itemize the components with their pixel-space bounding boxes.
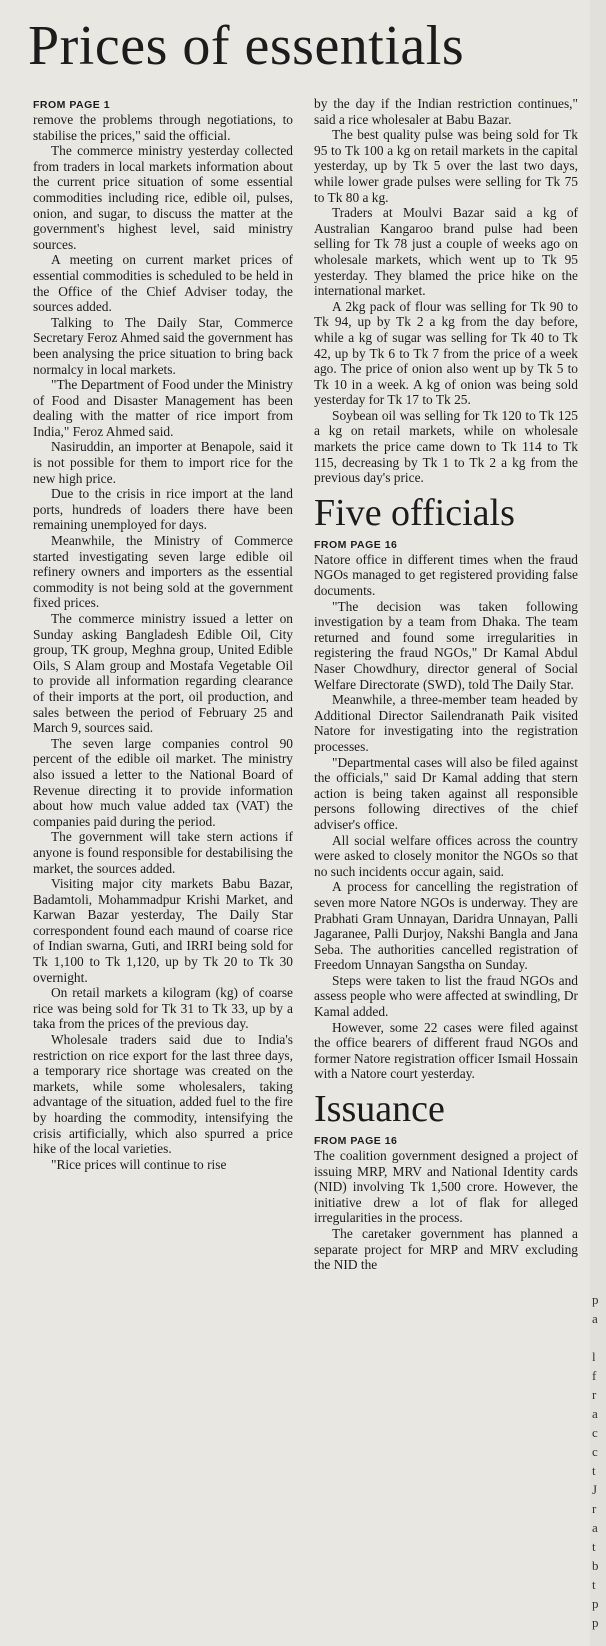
paragraph: "Rice prices will continue to rise (51, 1156, 227, 1172)
paragraph: On retail markets a kilogram (kg) of coarse rice was being sold for Tk 31 to Tk 33, up by a taka from the prices of the previous day. (33, 985, 293, 1032)
from-page-kicker: FROM PAGE 16 (314, 538, 398, 551)
paragraph: However, some 22 cases were filed against the office bearers of different fraud NGOs and former Natore registration officer Ismail Hossain with a Natore court yesterday. (314, 1019, 578, 1082)
paragraph: A meeting on current market prices of essential commodities is scheduled to be held in the Office of the Chief Adviser today, the sources added. (33, 252, 293, 315)
paragraph: Due to the crisis in rice import at the land ports, hundreds of loaders there have been remaining unemployed for days. (33, 486, 293, 533)
paragraph: A process for cancelling the registration of seven more Natore NGOs is underway. They are Prabhati Gram Unnayan, Daridra Unnayan, Palli Jagaranee, Palli Durjoy, Nakshi Bangla and Jana Seba. The authorities cancelled registration of Freedom Unnayan Sangstha on Sunday. (314, 879, 578, 973)
paragraph: All social welfare offices across the country were asked to closely monitor the NGOs so that no such incidents occur again, said. (314, 832, 578, 879)
edge-fragment: p (592, 1615, 599, 1630)
article-body-continued (314, 96, 578, 486)
paragraph: "Departmental cases will also be filed against the officials," said Dr Kamal adding that stern action is being taken against all responsible persons following directives of the chief adviser's office. (314, 754, 578, 832)
edge-fragment: c (592, 1425, 598, 1440)
issuance-body (314, 1148, 578, 1273)
paragraph: The seven large companies control 90 percent of the edible oil market. The ministry also issued a letter to the National Board of Revenue directing it to provide information about how much value added tax (VAT) the companies paid during the period. (33, 735, 293, 829)
paragraph: Nasiruddin, an importer at Benapole, said it is not possible for them to import rice for the new high price. (33, 439, 293, 486)
article-body (33, 112, 293, 1172)
five-officials-body (314, 552, 578, 1082)
paragraph: Natore office in different times when the fraud NGOs managed to get registered providing false documents. (314, 551, 578, 599)
paragraph: The commerce ministry issued a letter on Sunday asking Bangladesh Edible Oil, City group, TK group, Meghna group, United Edible Oils, S Alam group and Mostafa Vegetable Oil to provide all information regarding clearance of their imports at the port, oil production, and sales between the period of February 25 and March 9, sources said. (33, 611, 293, 736)
paragraph: Meanwhile, a three-member team headed by Additional Director Sailendranath Paik visited Natore for investigating into the registration processes. (314, 692, 578, 754)
edge-fragment: t (592, 1577, 596, 1592)
paragraph: "The Department of Food under the Ministry of Food and Disaster Management has been dealing with the matter of rice import from India," Feroz Ahmed said. (33, 377, 293, 439)
edge-fragment: a (592, 1406, 598, 1421)
paragraph: A 2kg pack of flour was selling for Tk 90 to Tk 94, up by Tk 2 a kg from the day before, while a kg of sugar was selling for Tk 40 to Tk 42, up by Tk 6 to Tk 7 from the price of a week ago. The price of onion also went up by Tk 5 to Tk 10 in a week. A kg of onion was being sold yesterday for Tk 17 to Tk 25. (314, 298, 578, 408)
adjacent-column-edge (590, 0, 606, 1646)
edge-fragment: J (592, 1482, 598, 1497)
edge-fragment: t (592, 1463, 596, 1478)
paragraph: remove the problems through negotiations, to stabilise the prices," said the official. (33, 112, 293, 143)
edge-fragment: p (592, 1292, 599, 1307)
edge-fragment: t (592, 1539, 596, 1554)
paragraph: The best quality pulse was being sold for Tk 95 to Tk 100 a kg on retail markets in the capital yesterday, up by Tk 5 over the last two days, while lower grade pulses were selling for Tk 75 to Tk 80 a kg. (314, 127, 578, 205)
edge-fragment: a (592, 1520, 598, 1535)
edge-fragment: r (592, 1501, 597, 1516)
paragraph: Talking to The Daily Star, Commerce Secretary Feroz Ahmed said the government has been analysing the price situation to bring back normalcy in local markets. (33, 314, 293, 377)
paragraph: Visiting major city markets Babu Bazar, Badamtoli, Mohammadpur Krishi Market, and Karwan Bazar yesterday, The Daily Star correspondent found each maund of coarse rice of Indian swarna, Guti, and IRRI being sold for Tk 1,100 to Tk 1,120, up by Tk 20 to Tk 30 overnight. (33, 876, 293, 985)
paragraph: The commerce ministry yesterday collected from traders in local markets information about the current price situation of some essential commodities including rice, edible oil, pulses, onion, and sugar, to discuss the matter at the government's highest level, said ministry sources. (33, 143, 293, 252)
left-column (33, 98, 293, 1172)
story-headline-issuance: Issuance (314, 1088, 445, 1131)
paragraph: by the day if the Indian restriction continues," said a rice wholesaler at Babu Bazar. (314, 96, 578, 127)
paragraph: The coalition government designed a project of issuing MRP, MRV and National Identity cards (NID) involving Tk 1,500 crore. However, the initiative drew a lot of flak for alleged irregularities in the process. (314, 1148, 578, 1226)
paragraph: Steps were taken to list the fraud NGOs and assess people who were affected at swindling, Dr Kamal added. (314, 972, 578, 1020)
story-headline-five-officials: Five officials (314, 491, 515, 534)
paragraph: Meanwhile, the Ministry of Commerce started investigating seven large edible oil refinery owners and importers as the essential commodity is not being sold at the government fixed prices. (33, 533, 293, 611)
edge-fragment: b (592, 1558, 599, 1573)
from-page-kicker: FROM PAGE 1 (33, 99, 111, 111)
paragraph: Wholesale traders said due to India's restriction on rice export for the last three days, a temporary rice shortage was created on the markets, while some wholesalers, taking advantage of the situation, added fuel to the fire by hoarding the commodity, intensifying the crisis artificially, which also spurred a price hike of the local varieties. (33, 1032, 293, 1157)
edge-fragment: r (592, 1387, 597, 1402)
edge-fragment: c (592, 1444, 598, 1459)
main-headline: Prices of essentials (28, 15, 465, 77)
paragraph: "The decision was taken following investigation by a team from Dhaka. The team returned and found some irregularities in registering the fraud NGOs," Dr Kamal Abdul Naser Chowdhury, director general of Social Welfare Directorate (SWD), told The Daily Star. (314, 598, 578, 692)
edge-fragment: a (592, 1311, 598, 1326)
paragraph: The caretaker government has planned a separate project for MRP and MRV excluding the NID the (314, 1226, 578, 1273)
paragraph: Traders at Moulvi Bazar said a kg of Australian Kangaroo brand pulse had been selling for Tk 78 just a couple of weeks ago on wholesale markets, which went up to Tk 95 yesterday. They blamed the price hike on the international market. (314, 205, 578, 299)
right-column (314, 96, 578, 1273)
edge-fragment: l (592, 1349, 596, 1364)
paragraph: Soybean oil was selling for Tk 120 to Tk 125 a kg on retail markets, while on wholesale markets the price came down to Tk 114 to Tk 115, decreasing by Tk 1 to Tk 2 a kg from the previous day's price. (314, 407, 578, 486)
edge-fragment: p (592, 1596, 599, 1611)
edge-fragment: f (592, 1368, 597, 1383)
from-page-kicker: FROM PAGE 16 (314, 1135, 398, 1148)
paragraph: The government will take stern actions if anyone is found responsible for destabilising the market, the sources added. (33, 829, 293, 876)
